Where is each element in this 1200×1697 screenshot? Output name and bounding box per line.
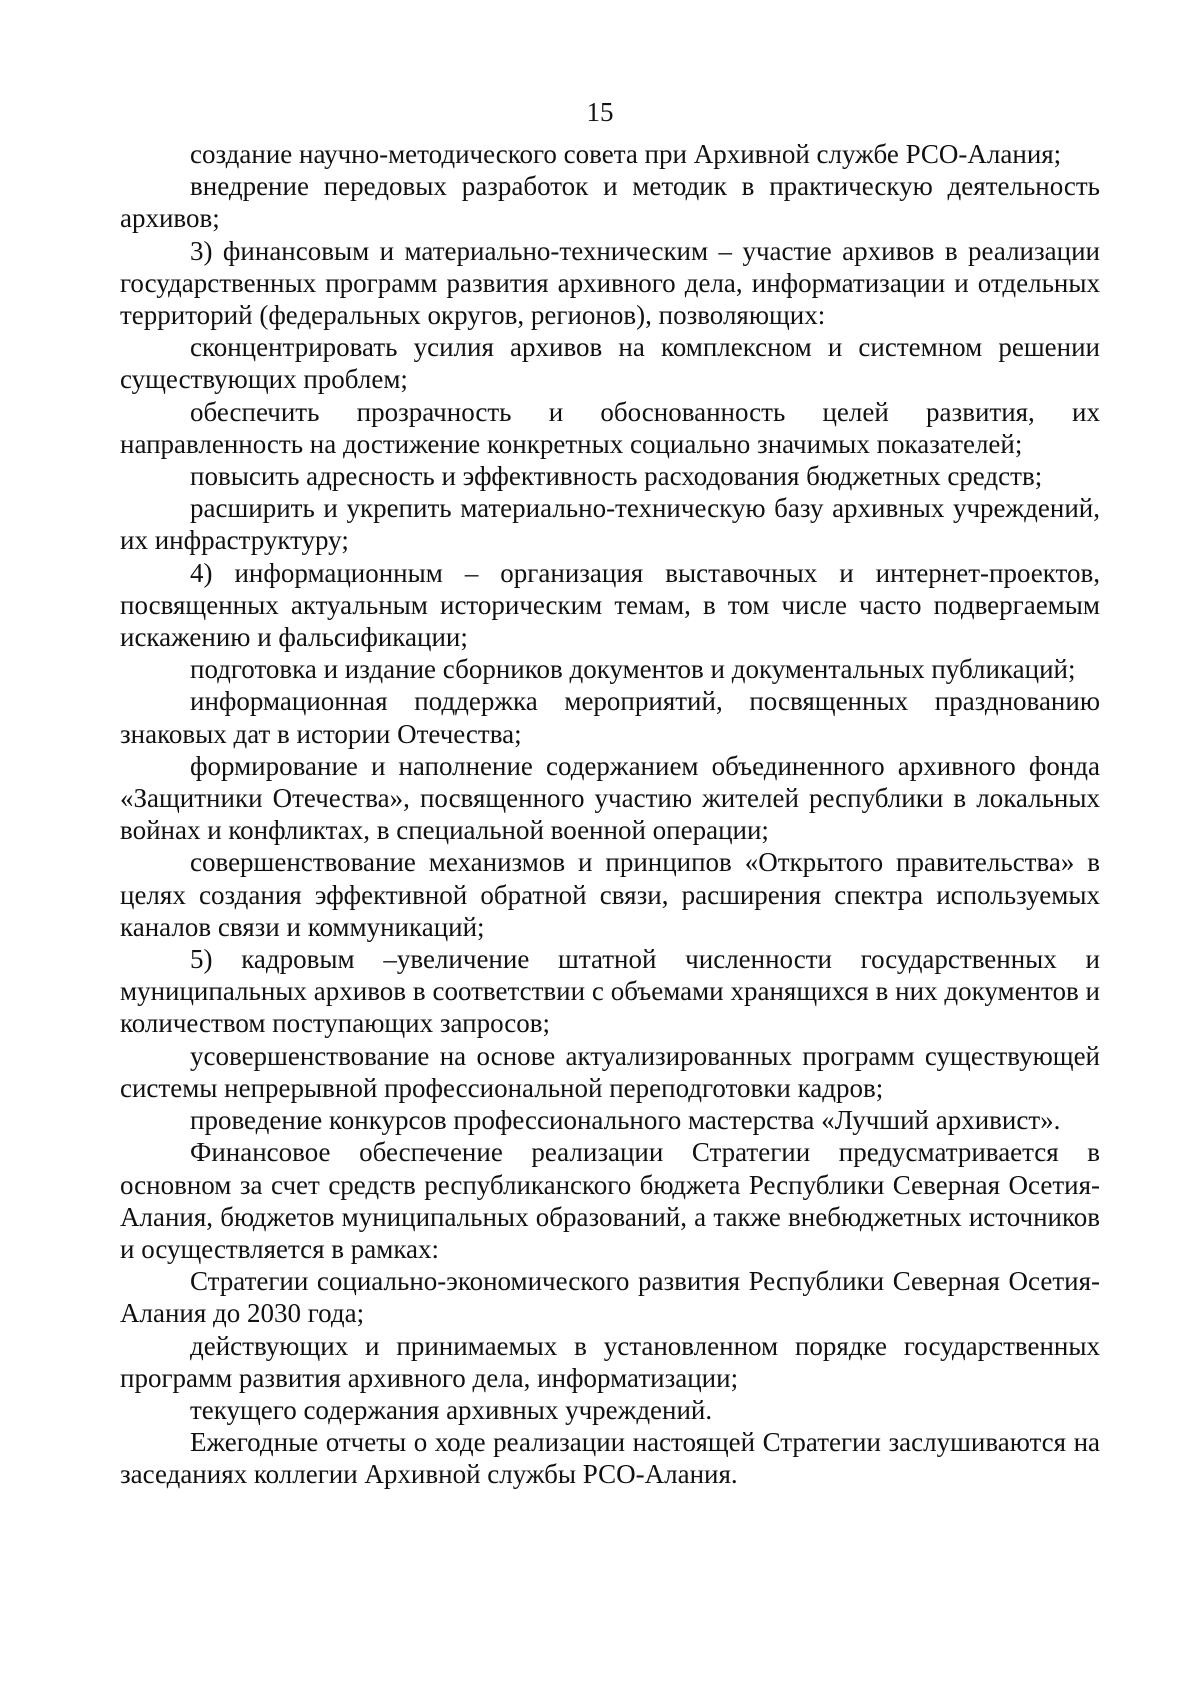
paragraph: информационная поддержка мероприятий, посвященных празднованию знаковых дат в истории Отечества; <box>120 686 1100 749</box>
paragraph: Ежегодные отчеты о ходе реализации настоящей Стратегии заслушиваются на заседаниях коллегии Архивной службы РСО-Алания. <box>120 1427 1100 1490</box>
paragraph: 4) информационным – организация выставочных и интернет-проектов, посвященных актуальным историческим темам, в том числе часто подвергаемым искажению и фальсификации; <box>120 557 1100 653</box>
paragraph: подготовка и издание сборников документов и документальных публикаций; <box>190 654 1076 685</box>
paragraph: текущего содержания архивных учреждений. <box>190 1394 713 1425</box>
paragraph: повысить адресность и эффективность расходования бюджетных средств; <box>190 461 1043 492</box>
paragraph: совершенствование механизмов и принципов «Открытого правительства» в целях создания эффективной обратной связи, расширения спектра используемых каналов связи и коммуникаций; <box>120 847 1100 942</box>
paragraph: Стратегии социально-экономического развития Республики Северная Осетия-Алания до 2030 года; <box>120 1266 1100 1329</box>
paragraph: действующих и принимаемых в установленном порядке государственных программ развития архивного дела, информатизации; <box>120 1330 1100 1393</box>
paragraph: обеспечить прозрачность и обоснованность целей развития, их направленность на достижение конкретных социально значимых показателей; <box>120 396 1100 459</box>
paragraph: 5) кадровым –увеличение штатной численности государственных и муниципальных архивов в соответствии с объемами хранящихся в них документов и количеством поступающих запросов; <box>120 944 1100 1039</box>
paragraph: внедрение передовых разработок и методик в практическую деятельность архивов; <box>120 171 1100 234</box>
document-body <box>120 138 1100 1491</box>
paragraph: 3) финансовым и материально-техническим – участие архивов в реализации государственных программ развития архивного дела, информатизации и отдельных территорий (федеральных округов, регионов), позволяющих: <box>120 235 1100 331</box>
paragraph: сконцентрировать усилия архивов на комплексном и системном решении существующих проблем; <box>120 332 1100 395</box>
page-number: 15 <box>586 97 614 127</box>
paragraph: усовершенствование на основе актуализированных программ существующей системы непрерывной профессиональной переподготовки кадров; <box>120 1040 1100 1103</box>
paragraph: проведение конкурсов профессионального мастерства «Лучший архивист». <box>190 1105 1061 1136</box>
paragraph: Финансовое обеспечение реализации Стратегии предусматривается в основном за счет средств республиканского бюджета Республики Северная Осетия-Алания, бюджетов муниципальных образований, а также внебюджетных источников и осуществляется в рамках: <box>120 1137 1100 1264</box>
paragraph: формирование и наполнение содержанием объединенного архивного фонда «Защитники Отечества», посвященного участию жителей республики в локальных войнах и конфликтах, в специальной военной операции; <box>120 750 1100 846</box>
paragraph: расширить и укрепить материально-техническую базу архивных учреждений, их инфраструктуру; <box>120 493 1100 556</box>
paragraph: создание научно-методического совета при Архивной службе РСО-Алания; <box>190 139 1062 169</box>
